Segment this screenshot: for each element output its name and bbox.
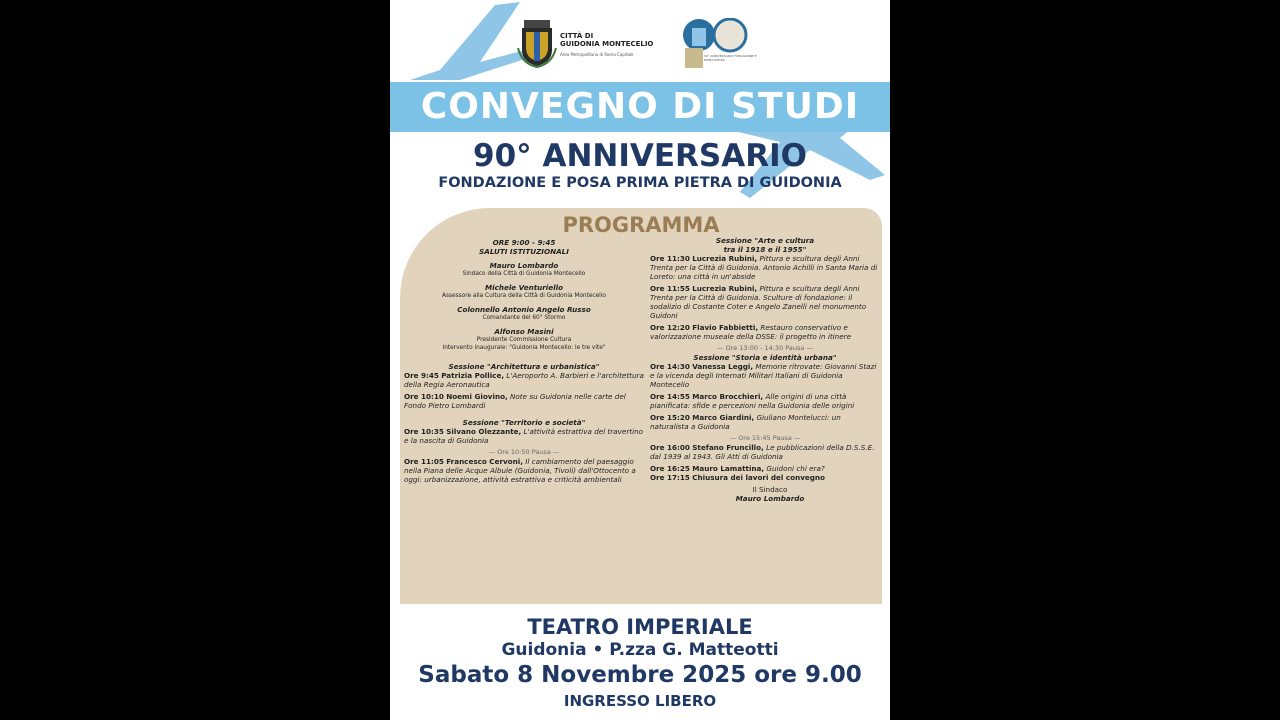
event-date: Sabato 8 Novembre 2025 ore 9.00 (418, 662, 862, 688)
intervento-inaugurale: Intervento inaugurale: "Guidonia Montecelio: le tre vite" (442, 345, 606, 351)
talk-item: Ore 11:05 Francesco Cervoni, Il cambiamento del paesaggio nella Piana delle Acque Albule (Guidonia, Tivoli) dall'Ottocento a oggi: urbanizzazione, attività estrattiva e criticità ambientali (404, 457, 636, 484)
program-title: PROGRAMMA (562, 213, 720, 237)
talk-item: Ore 12:20 Flavio Fabbietti, Restauro conservativo e valorizzazione museale della DSSE: il progetto in itinere (650, 323, 852, 341)
speaker-role: Presidente Commissione Cultura (476, 337, 572, 343)
city-name-line1: CITTÀ DI (560, 32, 594, 40)
pause-label: — Ore 15:45 Pausa — (729, 434, 801, 442)
talk-item: Ore 9:45 Patrizia Pollice, L'Aeroporto A. Barbieri e l'architettura della Regia Aeronautica (404, 371, 644, 389)
pause-label: — Ore 13:00 - 14:30 Pausa — (717, 344, 813, 352)
city-name (560, 32, 653, 48)
city-logo (516, 18, 666, 70)
signature-role: Il Sindaco (752, 485, 788, 494)
talk-item: Ore 14:30 Vanessa Leggi, Memorie ritrovate: Giovanni Stazi e la vicenda degli Internati Militari Italiani di Guidonia Montecelio (650, 362, 877, 389)
city-crest-icon (516, 18, 558, 68)
talk-item: Ore 11:30 Lucrezia Rubini, Pittura e scultura degli Anni Trenta per la Città di Guidonia. Antonio Achilli in Santa Maria di Loreto: una città in un'abside (650, 254, 878, 281)
session-heading-line2: tra il 1918 e il 1955" (723, 245, 807, 254)
anniversary-90-icon (680, 18, 760, 72)
speaker-name: Mauro Lombardo (489, 261, 559, 270)
program-right-column (650, 236, 880, 503)
talk-item: Ore 16:25 Mauro Lamattina, Guidoni chi era? (650, 464, 825, 473)
speaker-name: Alfonso Masini (494, 327, 554, 336)
session-heading: Sessione "Architettura e urbanistica" (448, 362, 600, 371)
entry-info: INGRESSO LIBERO (563, 692, 717, 710)
poster-title: CONVEGNO DI STUDI (420, 86, 860, 127)
speaker-role: Assessore alla Cultura della Città di Guidonia Montecelio (442, 293, 606, 299)
session-heading: Sessione "Territorio e società" (462, 418, 586, 427)
talk-item: Ore 14:55 Marco Brocchieri, Alle origini di una città pianificata: sfide e percezioni nella Guidonia delle origini (650, 392, 855, 410)
opening-time: ORE 9:00 - 9:45 (492, 238, 556, 247)
talk-item: Ore 15:20 Marco Giardini, Giuliano Montelucci: un naturalista a Guidonia (650, 413, 841, 431)
city-subtitle: Area Metropolitana di Roma Capitale (560, 52, 634, 57)
talk-item: Ore 16:00 Stefano Fruncillo, Le pubblicazioni della D.S.S.E. dal 1939 al 1943. Gli Atti di Guidonia (650, 443, 875, 461)
session-heading: Sessione "Arte e cultura (715, 236, 815, 245)
program-box (400, 208, 882, 604)
speaker-name: Michele Venturiello (484, 283, 564, 292)
anniversary-logo (680, 18, 760, 72)
speaker-name: Colonnello Antonio Angelo Russo (457, 305, 591, 314)
talk-item: Ore 11:55 Lucrezia Rubini, Pittura e scultura degli Anni Trenta per la Città di Guidonia. Sculture di fondazione: il sodalizio di Costante Coter e Angelo Zanelli nel monumento Guidoni (650, 284, 867, 320)
speaker-role: Sindaco della Città di Guidonia Montecelio (462, 271, 586, 277)
session-heading: Sessione "Storia e identità urbana" (693, 353, 837, 362)
talk-item: Ore 17:15 Chiusura dei lavori del convegno (650, 473, 825, 482)
city-name-line2: GUIDONIA MONTECELIO (560, 40, 654, 48)
program-left-column (404, 238, 644, 487)
poster-tagline: FONDAZIONE E POSA PRIMA PIETRA DI GUIDONIA (438, 175, 842, 191)
talk-item: Ore 10:35 Silvano Olezzante, L'attività estrattiva del travertino e la nascita di Guidonia (404, 427, 644, 445)
poster-subtitle: 90° ANNIVERSARIO (473, 138, 807, 174)
venue-name: TEATRO IMPERIALE (527, 615, 753, 639)
signature-name: Mauro Lombardo (735, 494, 805, 503)
event-poster (390, 0, 890, 720)
pause-label: — Ore 10:50 Pausa — (488, 448, 560, 456)
airplane-left-icon (400, 0, 530, 82)
venue-address: Guidonia • P.zza G. Matteotti (501, 640, 779, 660)
saluti-heading: SALUTI ISTITUZIONALI (479, 247, 569, 256)
speaker-role: Comandante del 60° Stormo (482, 315, 566, 321)
anniversary-caption: 90° ANNIVERSARIO FONDAZIONE E PRIMA PIETRA (704, 54, 757, 62)
talk-item: Ore 10:10 Noemi Giovino, Note su Guidonia nelle carte del Fondo Pietro Lombardi (404, 392, 626, 410)
